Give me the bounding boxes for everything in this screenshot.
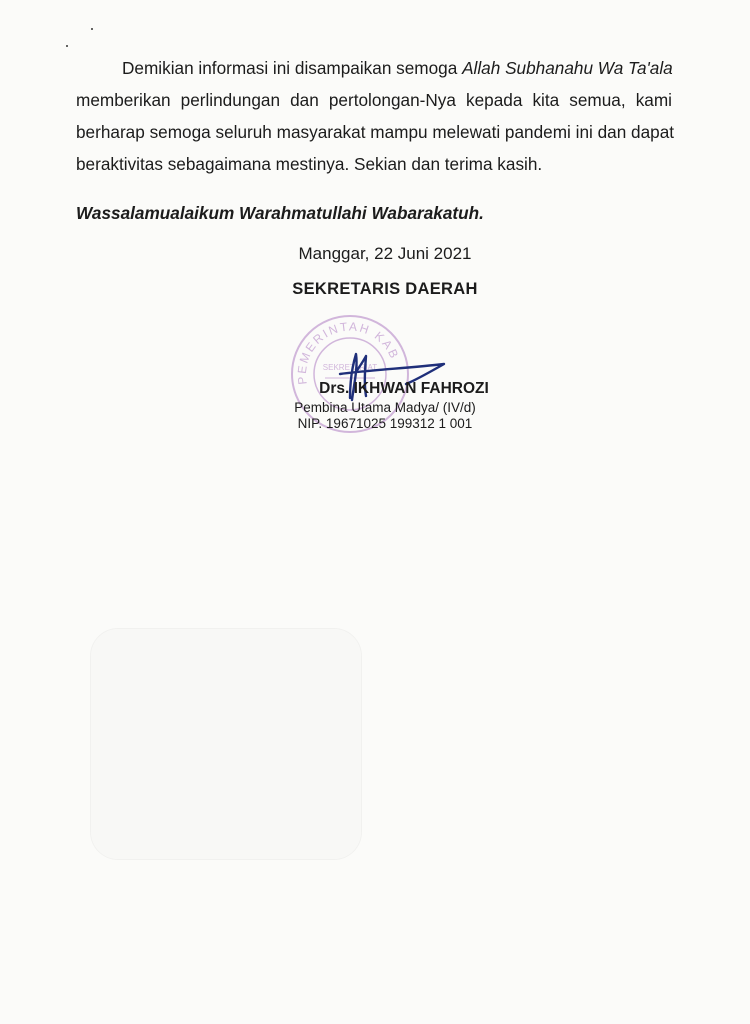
signature-header <box>262 242 508 299</box>
stamp-center-text: SEKRETARIAT <box>322 363 378 372</box>
signatory-name: Drs. IKHWAN FAHROZI <box>319 380 489 397</box>
body-line-2: memberikan perlindungan dan pertolongan-Nya kepada kita semua, kami <box>76 90 672 110</box>
scan-speck <box>91 28 93 30</box>
scan-speck <box>66 45 68 47</box>
body-line-3: berharap semoga seluruh masyarakat mampu melewati pandemi ini dan dapat <box>76 122 675 142</box>
office-title: SEKRETARIS DAERAH <box>292 280 478 298</box>
closing-salutation: Wassalamualaikum Warahmatullahi Wabarakatuh. <box>76 203 484 223</box>
scan-shadow <box>90 628 362 860</box>
body-line-1 <box>76 52 672 84</box>
body-line-1-italic: Allah Subhanahu Wa Ta'ala <box>462 58 673 78</box>
body-paragraph <box>76 52 675 180</box>
place-date: Manggar, 22 Juni 2021 <box>298 244 472 263</box>
body-line-1-text: Demikian informasi ini disampaikan semoga <box>122 58 463 78</box>
stamp-ring-text: PEMERINTAH KAB <box>294 319 403 386</box>
signatory-nip: NIP. 19671025 199312 1 001 <box>297 416 473 431</box>
body-line-4: beraktivitas sebagaimana mestinya. Sekian dan terima kasih. <box>76 154 543 174</box>
signatory-rank: Pembina Utama Madya/ (IV/d) <box>294 400 476 415</box>
